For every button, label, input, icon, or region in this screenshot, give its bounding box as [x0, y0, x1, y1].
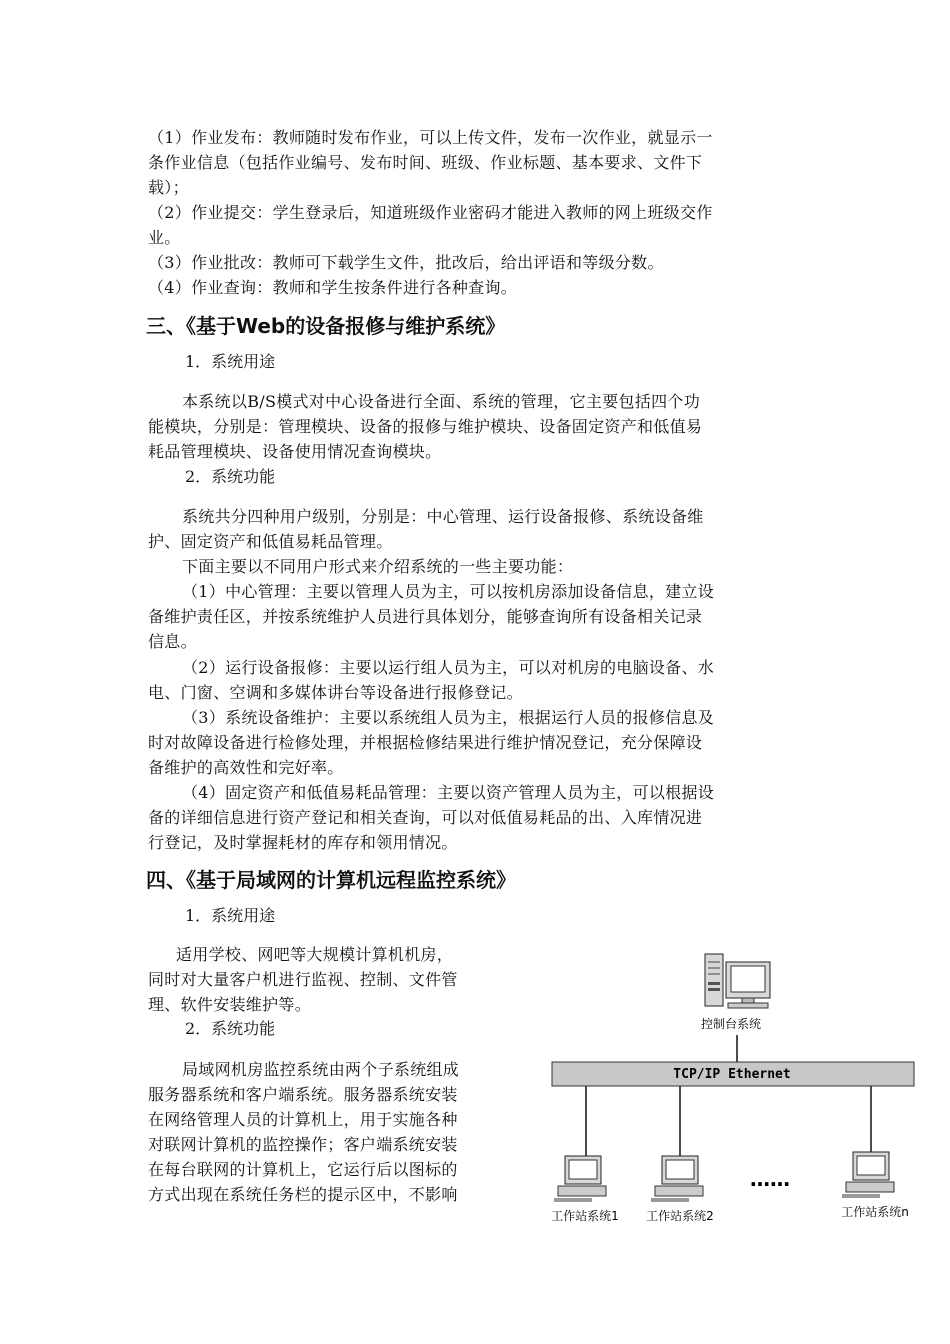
- section4-title: 四、《基于局域网的计算机远程监控系统》: [146, 868, 516, 892]
- ws1-label: 工作站系统1: [551, 1209, 619, 1223]
- s4-function-line5: 在每台联网的计算机上，它运行后以图标的: [148, 1160, 458, 1179]
- s3-item1-line1: （1）中心管理：主要以管理人员为主，可以按机房添加设备信息，建立设: [182, 582, 715, 601]
- section4-function-heading: 2．系统功能: [185, 1019, 276, 1038]
- s3-purpose-line2: 能模块，分别是：管理模块、设备的报修与维护模块、设备固定资产和低值易: [148, 417, 703, 436]
- wsn-computer-icon: [842, 1152, 894, 1198]
- s3-purpose-line1: 本系统以B/S模式对中心设备进行全面、系统的管理，它主要包括四个功: [182, 392, 701, 411]
- s4-function-line4: 对联网计算机的监控操作；客户端系统安装: [148, 1135, 458, 1154]
- s3-item3-line2: 时对故障设备进行检修处理，并根据检修结果进行维护情况登记，充分保障设: [148, 733, 703, 752]
- s2-item1-line1: （1）作业发布：教师随时发布作业，可以上传文件，发布一次作业，就显示一: [148, 128, 713, 147]
- s4-purpose-line1: 适用学校、网吧等大规模计算机机房，: [176, 945, 454, 964]
- s4-function-line1: 局域网机房监控系统由两个子系统组成: [182, 1060, 460, 1079]
- console-computer-icon: [705, 954, 770, 1008]
- section4-purpose-heading: 1．系统用途: [185, 906, 276, 925]
- ws2-computer-icon: [651, 1156, 703, 1202]
- s2-item3-line1: （3）作业批改：教师可下载学生文件，批改后，给出评语和等级分数。: [148, 253, 664, 272]
- s4-function-line6: 方式出现在系统任务栏的提示区中，不影响: [148, 1185, 458, 1204]
- ws1-computer-icon: [554, 1156, 606, 1202]
- s3-item4-line1: （4）固定资产和低值易耗品管理：主要以资产管理人员为主，可以根据设: [182, 783, 715, 802]
- console-label: 控制台系统: [700, 1017, 762, 1031]
- s2-item1-line2: 条作业信息（包括作业编号、发布时间、班级、作业标题、基本要求、文件下: [148, 153, 703, 172]
- s3-item4-line2: 备的详细信息进行资产登记和相关查询，可以对低值易耗品的出、入库情况进: [148, 808, 703, 827]
- wsn-label: 工作站系统n: [841, 1205, 909, 1219]
- s2-item1-line3: 载）；: [148, 178, 189, 197]
- s3-item2-line2: 电、门窗、空调和多媒体讲台等设备进行报修登记。: [148, 683, 523, 702]
- s4-purpose-line3: 理、软件安装维护等。: [148, 995, 312, 1014]
- s3-function-line1: 系统共分四种用户级别，分别是：中心管理、运行设备报修、系统设备维: [182, 507, 704, 526]
- s3-item3-line3: 备维护的高效性和完好率。: [148, 758, 344, 777]
- ws2-label: 工作站系统2: [646, 1209, 714, 1223]
- s4-function-line3: 在网络管理人员的计算机上，用于实施各种: [148, 1110, 458, 1129]
- network-label: TCP/IP Ethernet: [673, 1067, 791, 1082]
- s3-item2-line1: （2）运行设备报修：主要以运行组人员为主，可以对机房的电脑设备、水: [182, 658, 715, 677]
- s3-item3-line1: （3）系统设备维护：主要以系统组人员为主，根据运行人员的报修信息及: [182, 708, 715, 727]
- s4-purpose-line2: 同时对大量客户机进行监视、控制、文件管: [148, 970, 458, 989]
- s3-item1-line2: 备维护责任区，并按系统维护人员进行具体划分，能够查询所有设备相关记录: [148, 607, 703, 626]
- s2-item2-line1: （2）作业提交：学生登录后，知道班级作业密码才能进入教师的网上班级交作: [148, 203, 713, 222]
- s2-item2-line2: 业。: [148, 228, 181, 247]
- ws-ellipsis: ……: [750, 1167, 790, 1191]
- s3-purpose-line3: 耗品管理模块、设备使用情况查询模块。: [148, 442, 442, 461]
- section3-purpose-heading: 1．系统用途: [185, 352, 276, 371]
- s3-function-line2: 护、固定资产和低值易耗品管理。: [148, 532, 393, 551]
- section3-function-heading: 2．系统功能: [185, 467, 276, 486]
- s2-item4-line1: （4）作业查询：教师和学生按条件进行各种查询。: [148, 278, 518, 297]
- s3-item1-line3: 信息。: [148, 632, 197, 651]
- s3-intro: 下面主要以不同用户形式来介绍系统的一些主要功能：: [182, 557, 574, 576]
- s3-item4-line3: 行登记，及时掌握耗材的库存和领用情况。: [148, 833, 458, 852]
- s4-function-line2: 服务器系统和客户端系统。服务器系统安装: [148, 1085, 458, 1104]
- section3-title: 三、《基于Web的设备报修与维护系统》: [146, 314, 506, 338]
- network-diagram: [548, 948, 922, 1228]
